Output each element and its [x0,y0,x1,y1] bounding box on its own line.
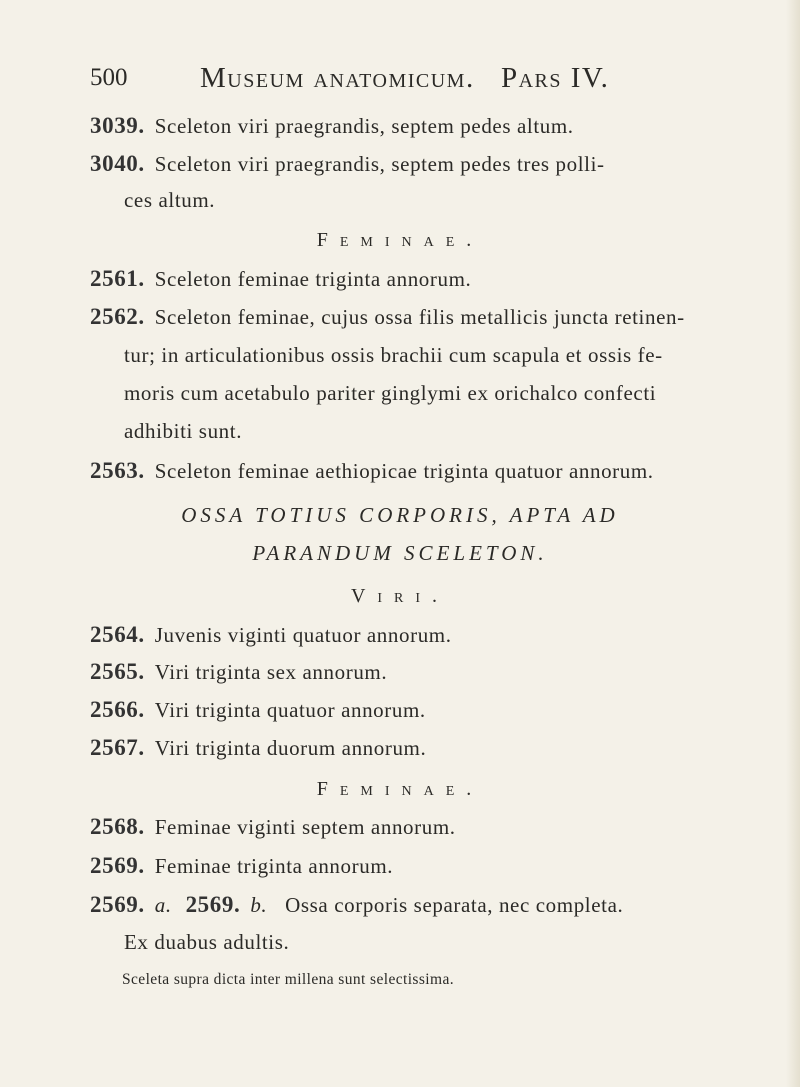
entry-text: Feminae viginti septem annorum. [154,815,456,839]
entry-number: 2564. [90,622,145,647]
entry-text: Viri triginta duorum annorum. [154,736,427,760]
entry-number: 2563. [90,458,145,483]
entry-2562-line3: moris cum acetabulo pariter ginglymi ex orichalco confecti [124,381,657,405]
entry-2568 [90,814,456,840]
entry-text: Sceleton feminae aethiopicae triginta quatuor annorum. [154,459,654,483]
section-heading-feminae-2: Feminae. [316,778,484,800]
entry-2567 [90,735,426,761]
entry-text: Ossa corporis separata, nec completa. [285,893,624,917]
entry-number: 2561. [90,266,145,291]
entry-3040 [90,151,605,177]
entry-number: 2562. [90,304,145,329]
entry-3039 [90,113,574,139]
entry-number: 2568. [90,814,145,839]
entry-2561 [90,266,471,292]
entry-2569 [90,853,393,879]
section-heading-viri: Viri. [350,585,450,607]
entry-text: Sceleton viri praegrandis, septem pedes altum. [154,114,574,138]
page-number: 500 [90,64,128,91]
entry-number: 2569. [90,853,145,878]
section-heading-ossa-line1: OSSA TOTIUS CORPORIS, APTA AD [181,503,619,527]
entry-2569-ab [90,892,623,918]
entry-text: Feminae triginta annorum. [154,854,394,878]
running-header [90,62,670,98]
entry-number: 2569. [90,892,145,917]
entry-text: Viri triginta quatuor annorum. [154,698,426,722]
running-title: Museum anatomicum. Pars IV. [200,62,610,94]
section-heading-feminae: Feminae. [316,229,484,251]
entry-text: Sceleton feminae triginta annorum. [154,267,472,291]
entry-number: 3040. [90,151,145,176]
entry-2562-line2: tur; in articulationibus ossis brachii cum scapula et ossis fe- [124,343,663,367]
entry-2562-line4: adhibiti sunt. [124,419,243,443]
entry-text: Viri triginta sex annorum. [154,660,388,684]
entry-number: 2566. [90,697,145,722]
entry-number-2: 2569. [185,892,241,917]
entry-2562 [90,304,685,330]
entry-2569-ab-continued: Ex duabus adultis. [124,930,290,954]
entry-2565 [90,659,387,685]
entry-2566 [90,697,426,723]
entry-number: 2565. [90,659,145,684]
entry-suffix-b: b. [250,893,268,917]
entry-text: Juvenis viginti quatuor annorum. [154,623,452,647]
entry-number: 2567. [90,735,145,760]
entry-3040-continued: ces altum. [124,188,216,212]
footnote: Sceleta supra dicta inter millena sunt selectissima. [122,971,454,988]
entry-text: Sceleton viri praegrandis, septem pedes tres polli- [154,152,605,176]
entry-2563 [90,458,654,484]
entry-2564 [90,622,452,648]
entry-suffix-a: a. [154,893,172,917]
entry-text: Sceleton feminae, cujus ossa filis metallicis juncta retinen- [154,305,685,329]
section-heading-ossa-line2: PARANDUM SCELETON. [252,541,548,565]
entry-number: 3039. [90,113,145,138]
